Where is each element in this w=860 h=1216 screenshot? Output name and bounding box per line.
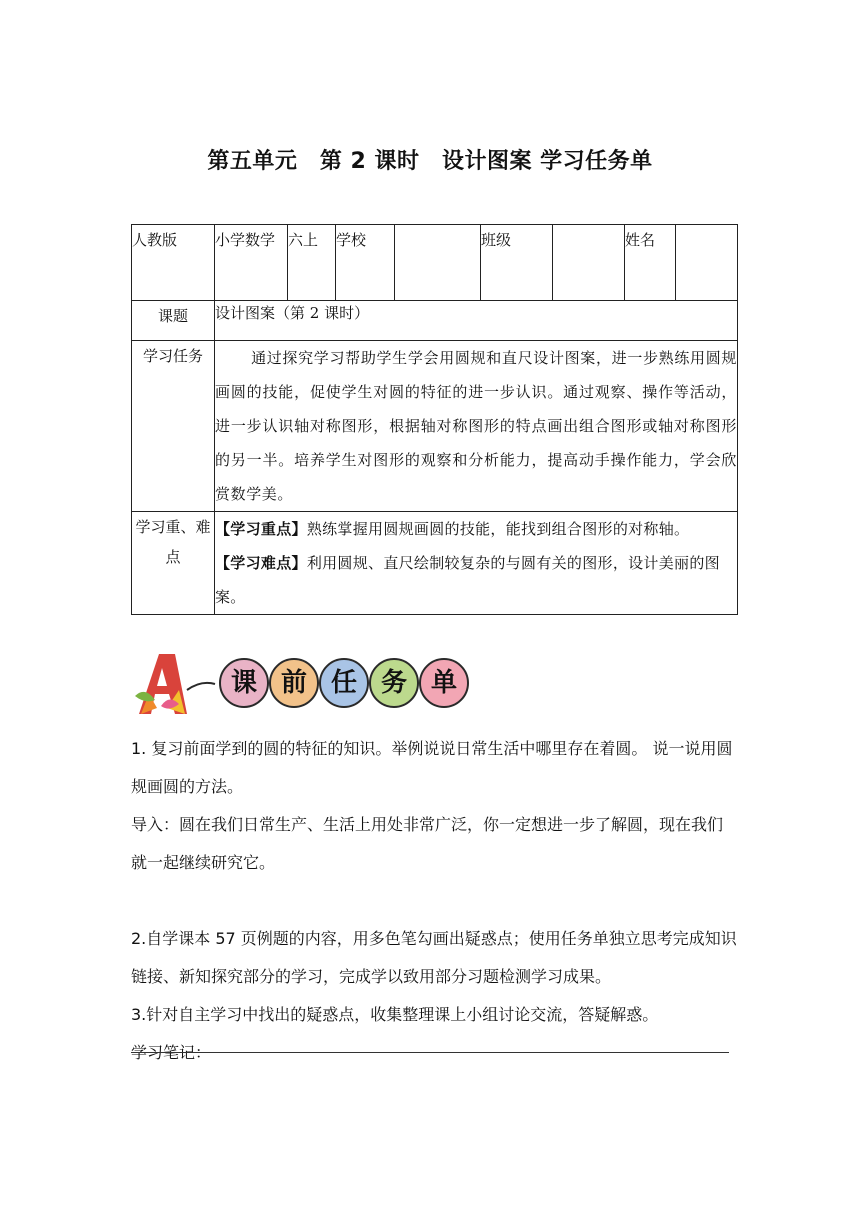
info-table xyxy=(131,224,738,615)
paragraph-1: 1. 复习前面学到的圆的特征的知识。举例说说日常生活中哪里存在着圆。 说一说用圆规画圆的方法。 xyxy=(131,739,733,796)
page-title: 第五单元 第 2 课时 设计图案 学习任务单 xyxy=(207,149,653,174)
grade-label: 六上 xyxy=(288,231,319,249)
banner-char-1 xyxy=(219,658,269,708)
subject-label: 小学数学 xyxy=(215,231,276,249)
banner-char-text: 任 xyxy=(330,668,357,698)
difficult-point-text: 利用圆规、直尺绘制较复杂的与圆有关的图形，设计美丽的图案。 xyxy=(215,554,720,606)
banner-char-5 xyxy=(419,658,469,708)
banner-char-2 xyxy=(269,658,319,708)
topic-value: 设计图案（第 2 课时） xyxy=(215,304,370,322)
banner-char-text: 务 xyxy=(380,668,407,698)
key-point-tag: 【学习重点】 xyxy=(215,520,307,538)
paragraph-2: 导入：圆在我们日常生产、生活上用处非常广泛，你一定想进一步了解圆，现在我们就一起继续研究它。 xyxy=(131,815,724,872)
key-label-cell xyxy=(132,512,215,615)
difficult-point-tag: 【学习难点】 xyxy=(215,554,307,572)
topic-value-cell xyxy=(215,301,738,341)
banner-char-text: 单 xyxy=(430,668,457,698)
content-section xyxy=(131,730,737,1072)
key-label: 学习重、难点 xyxy=(135,518,211,566)
paragraph-3: 2.自学课本 57 页例题的内容，用多色笔勾画出疑惑点；使用任务单独立思考完成知识链接、新知探究部分的学习，完成学以致用部分习题检测学习成果。 xyxy=(131,929,737,986)
task-label: 学习任务 xyxy=(142,347,203,365)
grade-cell xyxy=(288,225,336,301)
school-label: 学校 xyxy=(336,231,367,249)
key-point-text: 熟练掌握用圆规画圆的技能，能找到组合图形的对称轴。 xyxy=(306,520,690,538)
table-row xyxy=(132,341,738,512)
publisher-label: 人教版 xyxy=(132,231,178,249)
subject-cell xyxy=(215,225,288,301)
name-label-cell xyxy=(625,225,676,301)
paragraph-4: 3.针对自主学习中找出的疑惑点，收集整理课上小组讨论交流，答疑解惑。 xyxy=(131,1005,659,1024)
publisher-cell xyxy=(132,225,215,301)
banner-char-3 xyxy=(319,658,369,708)
class-label: 班级 xyxy=(481,231,512,249)
banner-char-4 xyxy=(369,658,419,708)
school-field[interactable] xyxy=(395,225,481,301)
topic-label-cell xyxy=(132,301,215,341)
name-field[interactable] xyxy=(676,225,738,301)
key-points-cell xyxy=(215,512,738,615)
letter-a-logo xyxy=(131,650,231,720)
class-field[interactable] xyxy=(553,225,625,301)
key-point-line xyxy=(215,512,737,546)
topic-label: 课题 xyxy=(157,307,188,325)
table-row xyxy=(132,512,738,615)
school-label-cell xyxy=(336,225,395,301)
notes-line[interactable] xyxy=(131,1052,729,1053)
name-label: 姓名 xyxy=(625,231,656,249)
difficult-point-line xyxy=(215,546,737,614)
banner-char-text: 前 xyxy=(280,668,307,698)
notes-label: 学习笔记： xyxy=(131,1043,212,1062)
banner-char-text: 课 xyxy=(230,668,257,698)
class-label-cell xyxy=(481,225,553,301)
pre-class-banner xyxy=(131,650,471,720)
task-label-cell xyxy=(132,341,215,512)
table-row xyxy=(132,225,738,301)
task-text: 通过探究学习帮助学生学会用圆规和直尺设计图案，进一步熟练用圆规画圆的技能，促使学生对圆的特征的进一步认识。通过观察、操作等活动，进一步认识轴对称图形，根据轴对称图形的特点画出组合图形或轴对称图形的另一半。培养学生对图形的观察和分析能力，提高动手操作能力，学会欣赏数学美。 xyxy=(215,349,737,503)
task-cell xyxy=(215,341,738,512)
table-row xyxy=(132,301,738,341)
